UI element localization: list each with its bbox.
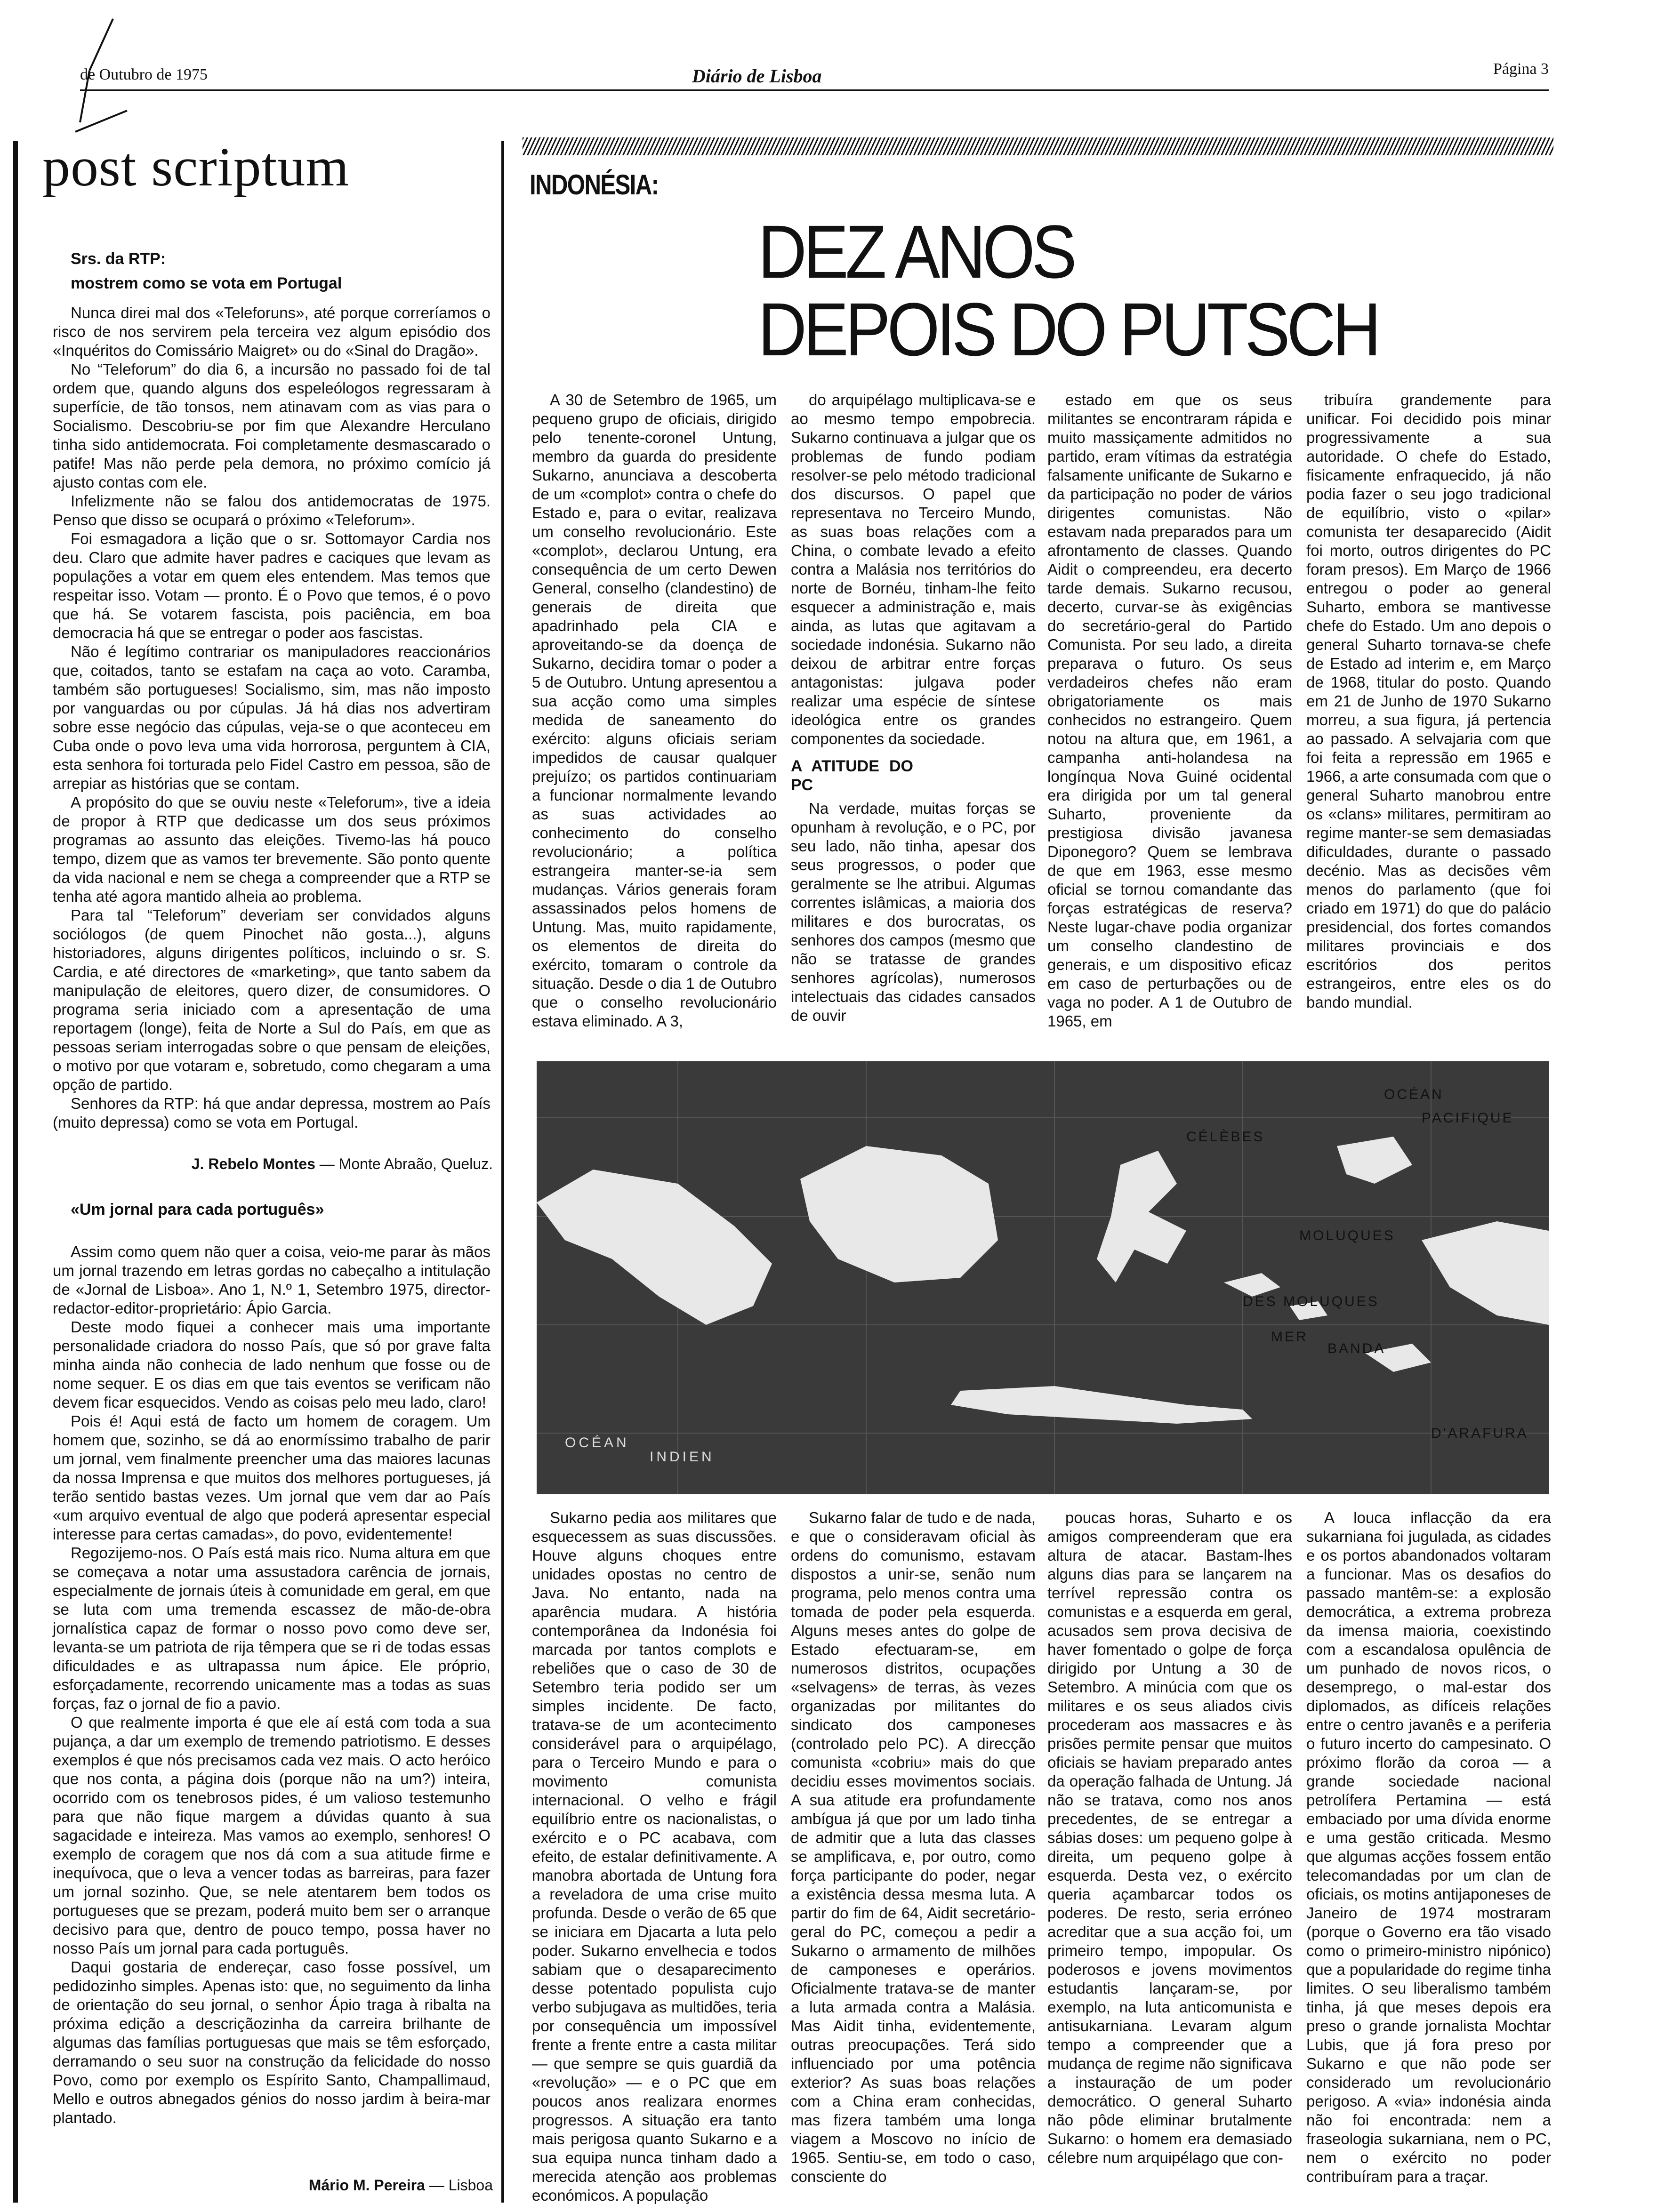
article-headline-line1: DEZ ANOS: [758, 209, 1074, 294]
article-paragraph: Na verdade, muitas forças se opunham à revolução, e o PC, por seu lado, não tinha, apesar dos seus progressos, o poder que geralmente se lhe atribui. Algumas correntes islâmicas, a maioria dos militares e dos burocratas, os senhores dos campos (mesmo que não se tratasse de grandes senhores agrícolas), numerosos intelectuais das cidades cansados de ouvir: [791, 800, 1036, 1024]
left-column-border: [13, 141, 18, 2203]
newspaper-name: Diário de Lisboa: [692, 65, 822, 87]
letter2-paragraph: Assim como quem não quer a coisa, veio-me parar às mãos um jornal trazendo em letras gordas no cabeçalho a intitulação de «Jornal de Lisboa». Ano 1, N.º 1, Setembro 1975, director-redactor-editor-proprietário: Ápio Garcia.: [53, 1243, 491, 1317]
map-label: MOLUQUES: [1299, 1228, 1395, 1243]
letter2-paragraph: O que realmente importa é que ele aí está com toda a sua pujança, a dar um exemplo de tremendo patriotismo. E desses exemplos é que nós precisamos cada vez mais. O acto heróico que nos conta, a página dois (porque não na um?) inteira, ocorrido com os tenebrosos pides, é um valioso testemunho para que não fique margem a dúvidas quanto à sua sagacidade e inteireza. Mas vamos ao exemplo, senhores! O exemplo de coragem que nos dá com a sua atitude firme e inequívoca, que o leva a vencer todas as barreiras, para fazer um jornal sozinho. Que, se nele atentarem bem todos os portugueses que se prezam, poderá muito bem ser o arranque decisivo para que, dentro de pouco tempo, possa haver no nosso País um jornal para cada português.: [53, 1714, 491, 1957]
letter1-author: J. Rebelo Montes: [191, 1155, 315, 1172]
indonesia-map: [537, 1061, 1549, 1494]
ps-title: post scriptum: [42, 136, 350, 198]
letter1-paragraph: A propósito do que se ouviu neste «Teleforum», tive a ideia de propor à RTP que dedicasse um dos seus próximos programas ao assunto das eleições. Tivemo-las há pouco tempo, dizem que as vamos ter brevemente. São ponto quente da vida nacional e nem se chega a compreender que a RTP se tenha até agora mantido alheia ao problema.: [53, 793, 491, 905]
letter2-body: [53, 1242, 491, 2127]
letter1-paragraph: No “Teleforum” do dia 6, a incursão no passado foi de tal ordem que, quando alguns dos espeleólogos regressaram à superfície, de tão tonsos, nem atinavam com as vias para o Socialismo. Descobriu-se por fim que Alexandre Herculano tinha sido antidemocrata. Foi completamente desmascarado o patife! Mas não perde pela demora, no próximo comício já ajusto contas com ele.: [53, 361, 491, 491]
article-bottom-column-2: [791, 1508, 1036, 2186]
header-rule: [80, 89, 1549, 91]
letter2-signature: [53, 2177, 493, 2194]
article-top-column-3: [1047, 391, 1292, 1031]
letter1-subheading: mostrem como se vota em Portugal: [71, 274, 342, 292]
map-label: MER: [1271, 1329, 1308, 1345]
article-bottom-column-3: [1047, 1508, 1292, 2167]
header-date: de Outubro de 1975: [80, 66, 208, 83]
article-paragraph: poucas horas, Suharto e os amigos compreenderam que era altura de atacar. Bastam-lhes alguns dias para se lançarem na terrível repressão contra os comunistas e a esquerda em geral, acusados sem prova decisiva de haver fomentado o golpe de força dirigido por Untung a 30 de Setembro. A minúcia com que os militares e os seus aliados civis procederam aos massacres e às prisões permite pensar que muitos oficiais se haviam preparado antes da operação falhada de Untung. Já não se tratava, como nos anos precedentes, de se entregar a sábias doses: um pequeno golpe à direita, um pequeno golpe à esquerda. Desta vez, o exército queria açambarcar todos os poderes. De resto, seria erróneo acreditar que a sua acção foi, um primeiro tempo, impopular. Os poderosos e jovens movimentos estudantis lançaram-se, por exemplo, na luta anticomunista e antisukarniana. Levaram algum tempo a compreender que a mudança de regime não significava a instauração de um poder democrático. O general Suharto não pôde eliminar brutalmente Sukarno: o homem era demasiado célebre num arquipélago que con-: [1047, 1509, 1292, 2166]
letter1-paragraph: Nunca direi mal dos «Teleforuns», até porque correríamos o risco de nos servirem pela terceira vez algum episódio dos «Inquéritos do Comissário Maigret» ou do «Sinal do Dragão».: [53, 304, 491, 359]
letter2-place: — Lisboa: [429, 2177, 493, 2194]
letter1-paragraph: Infelizmente não se falou dos antidemocratas de 1975. Penso que disso se ocupará o próximo «Teleforum».: [53, 492, 491, 529]
letter2-paragraph: Daqui gostaria de endereçar, caso fosse possível, um pedidozinho simples. Apenas isto: que, no seguimento da linha de orientação do seu jornal, o senhor Ápio traga à ribalta na próxima edição a descriçãozinha da carreira brilhante de algumas das famílias portuguesas que mais se têm esforçado, derramando o seu suor na construção da felicidade do nosso Povo, como por exemplo os Espírito Santo, Champallimaud, Mello e outros abnegados génios do nosso jardim à beira-mar plantado.: [53, 1958, 491, 2126]
letter1-paragraph: Para tal “Teleforum” deveriam ser convidados alguns sociólogos (de quem Pinochet não gosta...), alguns historiadores, alguns dirigentes políticos, incluindo o sr. S. Cardia, e até directores de «marketing», que tanto sabem da manipulação de eleitores, quero dizer, de consumidores. O programa seria iniciado com a apresentação de uma reportagem (longe), feita de Norte a Sul do País, em que as pessoas seriam interrogadas sobre o que pensam de eleições, o motivo por que votaram e, sobretudo, como chegaram a uma opção de partido.: [53, 906, 491, 1093]
letter1-place: — Monte Abraão, Queluz.: [319, 1155, 493, 1172]
article-paragraph: Sukarno pedia aos militares que esquecessem as suas discussões. Houve alguns choques entre unidades opostas no centro de Java. No entanto, nada na aparência mudara. A história contemporânea da Indonésia foi marcada por tantos complots e rebeliões que o caso de 30 de Setembro teria podido ser um simples incidente. De facto, tratava-se de um acontecimento considerável para o arquipélago, para o Terceiro Mundo e para o movimento comunista internacional. O velho e frágil equilíbrio entre os nacionalistas, o exército e o PC acabava, com efeito, de estalar definitivamente. A manobra abortada de Untung fora a reveladora de uma crise muito profunda. Desde o verão de 65 que se iniciara em Djacarta a luta pelo poder. Sukarno envelhecia e todos sabiam que o desaparecimento desse potentado populista cujo verbo subjugava as multidões, teria por consequência um impossível frente a frente entre a casta militar — que sempre se quis guardiã da «revolução» — e o PC que em poucos anos realizara enormes progressos. A situação era tanto mais perigosa quanto Sukarno e a sua equipa nunca tinham dado a merecida atenção aos problemas económicos. A população: [532, 1509, 777, 2204]
map-label: DES MOLUQUES: [1243, 1294, 1379, 1309]
article-headline-line2: DEPOIS DO PUTSCH: [758, 287, 1378, 371]
corner-scribble: [71, 14, 137, 136]
letter1-body: [53, 304, 491, 1132]
article-hatch-band: [523, 137, 1553, 155]
article-paragraph: do arquipélago multiplicava-se e ao mesmo tempo empobrecia. Sukarno continuava a julgar que os problemas de fundo podiam resolver-se pelo método tradicional dos discursos. O papel que representava no Terceiro Mundo, as suas boas relações com a China, o combate levado a efeito contra a Malásia nos territórios do norte de Bornéu, tinham-lhe feito esquecer a administração e, mais ainda, as lutas que agitavam a sociedade indonésia. Sukarno não deixou de arbitrar entre forças antagonistas: julgava poder realizar uma espécie de síntese ideológica entre os grandes componentes da sociedade.: [791, 391, 1036, 747]
map-label: OCÉAN: [1384, 1087, 1444, 1102]
article-top-column-2: [791, 391, 1036, 1025]
article-kicker: INDONÉSIA:: [530, 169, 659, 200]
page-number: Página 3: [1493, 60, 1549, 78]
letter1-heading: Srs. da RTP:: [71, 250, 166, 268]
letter1-signature: [53, 1155, 493, 1173]
map-label: PACIFIQUE: [1422, 1110, 1514, 1126]
map-label: BANDA: [1327, 1341, 1386, 1356]
article-paragraph: tribuíra grandemente para unificar. Foi decidido pois minar progressivamente a sua autoridade. O chefe do Estado, fisicamente enfraquecido, já não podia fazer o seu jogo tradicional de equilíbrio, visto o «pilar» comunista ter desaparecido (Aidit foi morto, outros dirigentes do PC foram presos). Em Março de 1966 entregou o poder ao general Suharto, embora se mantivesse chefe do Estado. Um ano depois o general Suharto tornava-se chefe de Estado ad interim e, em Março de 1968, titular do posto. Quando em 21 de Junho de 1970 Sukarno morreu, a sua figura, já pertencia ao passado. A selvajaria com que foi feita a repressão em 1965 e 1966, a arte consumada com que o general Suharto manobrou entre os «clans» militares, permitiram ao regime manter-se sem demasiadas dificuldades, durante o passado decénio. Mas as decisões vêm menos do parlamento (que foi criado em 1971) do que do palácio presidencial, dos fortes comandos militares provinciais e dos escritórios dos peritos estrangeiros, entre eles os do bando mundial.: [1306, 391, 1551, 1011]
article-paragraph: Sukarno falar de tudo e de nada, e que o consideravam oficial às ordens do comunismo, estavam dispostos a unir-se, senão num programa, pelo menos contra uma tomada de poder pela esquerda. Alguns meses antes do golpe de Estado efectuaram-se, em numerosos distritos, ocupações «selvagens» de terras, às vezes organizadas por militantes do sindicato dos camponeses (controlado pelo PC). A direcção comunista «cobriu» mais do que decidiu esses movimentos sociais. A sua atitude era profundamente ambígua já que por um lado tinha de admitir que a luta das classes se amplificava, e, por outro, como força participante do poder, negar a existência dessa mesma luta. A partir do fim de 64, Aidit secretário-geral do PC, começou a pedir a Sukarno o armamento de milhões de camponeses e operários. Oficialmente tratava-se de manter a luta armada contra a Malásia. Mas Aidit tinha, evidentemente, outras preocupações. Terá sido influenciado por uma potência exterior? As suas boas relações com a China eram conhecidas, mas fizera também uma longa viagem a Moscovo no início de 1965. Sentiu-se, em todo o caso, consciente do: [791, 1509, 1036, 2185]
letter2-heading: «Um jornal para cada português»: [71, 1201, 324, 1218]
article-paragraph: estado em que os seus militantes se encontraram rápida e muito massiçamente admitidos no partido, eram vítimas da estratégia falsamente unificante de Sukarno e da participação no poder de vários dirigentes comunistas. Não estavam nada preparados para um afrontamento de classes. Quando Aidit o compreendeu, era decerto tarde demais. Sukarno recusou, decerto, curvar-se às exigências do secretário-geral do Partido Comunista. Por seu lado, a direita preparava o futuro. Os seus verdadeiros chefes não eram obrigatoriamente os mais conhecidos no estrangeiro. Quem notou na altura que, em 1961, a campanha anti-holandesa na longínqua Nova Guiné ocidental era dirigida por um tal general Suharto, proveniente da prestigiosa divisão javanesa Diponegoro? Quem se lembrava de que em 1963, esse mesmo oficial se tornou comandante das forças estratégicas de reserva? Neste lugar-chave podia organizar um conselho clandestino de generais, e um dispositivo eficaz em caso de perturbações ou de vaga no poder. A 1 de Outubro de 1965, em: [1047, 391, 1292, 1030]
article-bottom-column-4: [1306, 1508, 1551, 2186]
letter2-paragraph: Regozijemo-nos. O País está mais rico. Numa altura em que se começava a notar uma assustadora carência de jornais, especialmente de jornais úteis à comunidade em geral, em que se luta com uma tremenda escassez de mão-de-obra jornalística capaz de formar o nosso povo como deve ser, levanta-se um patriota de rija têmpera que se ri de todas essas dificuldades e as ultrapassa num ápice. Ele próprio, esforçadamente, recorrendo unicamente mas a todas as suas forças, faz o jornal de fio a pavio.: [53, 1544, 491, 1712]
map-label: CÉLÈBES: [1186, 1129, 1265, 1145]
article-bottom-column-1: [532, 1508, 777, 2205]
letter2-author: Mário M. Pereira: [308, 2177, 425, 2194]
letter2-paragraph: Pois é! Aqui está de facto um homem de coragem. Um homem que, sozinho, se dá ao enormíssimo trabalho de parir um jornal, vem finalmente preencher uma das maiores lacunas da nossa Imprensa e que muitos dos melhores portugueses, já terão sentido bastas vezes. Um jornal que vem dar ao País «um arquivo eventual de algo que poderá apresentar especial interesse para certas camadas», do povo, evidentemente!: [53, 1412, 491, 1543]
letter1-paragraph: Foi esmagadora a lição que o sr. Sottomayor Cardia nos deu. Claro que admite haver padres e caciques que levam as populações a votar em quem eles entendem. Mas temos que respeitar isso. Votam — pronto. É o Povo que temos, é o povo que há. Se votarem fascista, pois paciência, em boa democracia há que se entregar o poder aos fascistas.: [53, 530, 491, 641]
map-label: INDIEN: [650, 1449, 715, 1465]
article-top-column-1: [532, 391, 777, 1031]
article-paragraph: A 30 de Setembro de 1965, um pequeno grupo de oficiais, dirigido pelo tenente-coronel Untung, membro da guarda do presidente Sukarno, anunciava a descoberta de um «complot» contra o chefe do Estado e, para o evitar, realizava um conselho revolucionário. Este «complot», declarou Untung, era consequência de um certo Dewen General, conselho (clandestino) de generais de direita que apadrinhado pela CIA e aproveitando-se da doença de Sukarno, decidira tomar o poder a 5 de Outubro. Untung apresentou a sua acção como uma simples medida de saneamento do exército: alguns oficiais seriam impedidos de causar qualquer prejuízo; os partidos continuariam a funcionar normalmente levando as suas actividades ao conhecimento do conselho revolucionário; a política estrangeira manter-se-ia sem mudanças. Vários generais foram assassinados pelos homens de Untung. Mas, muito rapidamente, os elementos de direita do exército, tomaram o controle da situação. Desde o dia 1 de Outubro que o conselho revolucionário estava eliminado. A 3,: [532, 391, 777, 1030]
article-paragraph: A louca inflacção da era sukarniana foi jugulada, as cidades e os portos abandonados voltaram a funcionar. Mas os desafios do passado mantêm-se: a explosão democrática, a extrema probreza da imensa maioria, coexistindo com a escandalosa opulência de um punhado de novos ricos, o desemprego, o mal-estar dos diplomados, as difíceis relações entre o centro javanês e a periferia o futuro incerto do campesinato. O próximo florão da coroa — a grande sociedade nacional petrolífera Pertamina — está embaciado por uma dívida enorme e uma gestão criticada. Mesmo que algumas acções fossem então telecomandadas por um clan de oficiais, os motins antijaponeses de Janeiro de 1974 mostraram (porque o Governo era tão visado como o primeiro-ministro nipónico) que a popularidade do regime tinha limites. O seu liberalismo também tinha, já que meses depois era preso o grande jornalista Mochtar Lubis, que já fora preso por Sukarno e que não pode ser considerado um revolucionário perigoso. A «via» indonésia ainda não foi encontrada: nem a fraseologia sukarniana, nem o PC, nem o exército no poder contribuíram para a traçar.: [1306, 1509, 1551, 2185]
letter1-paragraph: Não é legítimo contrariar os manipuladores reaccionários que, coitados, tanto se estafam na caça ao voto. Caramba, também são portugueses! Socialismo, sim, mas não imposto por vanguardas ou por cúpulas. Já há dias nos advertiram sobre esse negócio das cúpulas, veja-se o que aconteceu em Cuba onde o povo leva uma vida horrorosa, perguntem à CIA, esta senhora foi torturada pelo Fidel Castro em pessoa, são de arrepiar as histórias que se contam.: [53, 643, 491, 792]
letter1-paragraph: Senhores da RTP: há que andar depressa, mostrem ao País (muito depressa) como se vota em Portugal.: [53, 1095, 491, 1131]
article-top-column-4: [1306, 391, 1551, 1012]
letter2-paragraph: Deste modo fiquei a conhecer mais uma importante personalidade criadora do nosso País, que só por grave falta minha ainda não conhecia de lado nenhum que fosse ou de nome sequer. E os dias em que tais eventos se verificam não devem ficar esquecidos. Vendo as coisas pelo meu lado, claro!: [53, 1318, 491, 1411]
article-subhead: A ATITUDE DO PC: [791, 757, 913, 794]
map-label: D'ARAFURA: [1431, 1426, 1528, 1441]
map-label: OCÉAN: [565, 1435, 629, 1451]
left-column-divider: [501, 141, 504, 2203]
